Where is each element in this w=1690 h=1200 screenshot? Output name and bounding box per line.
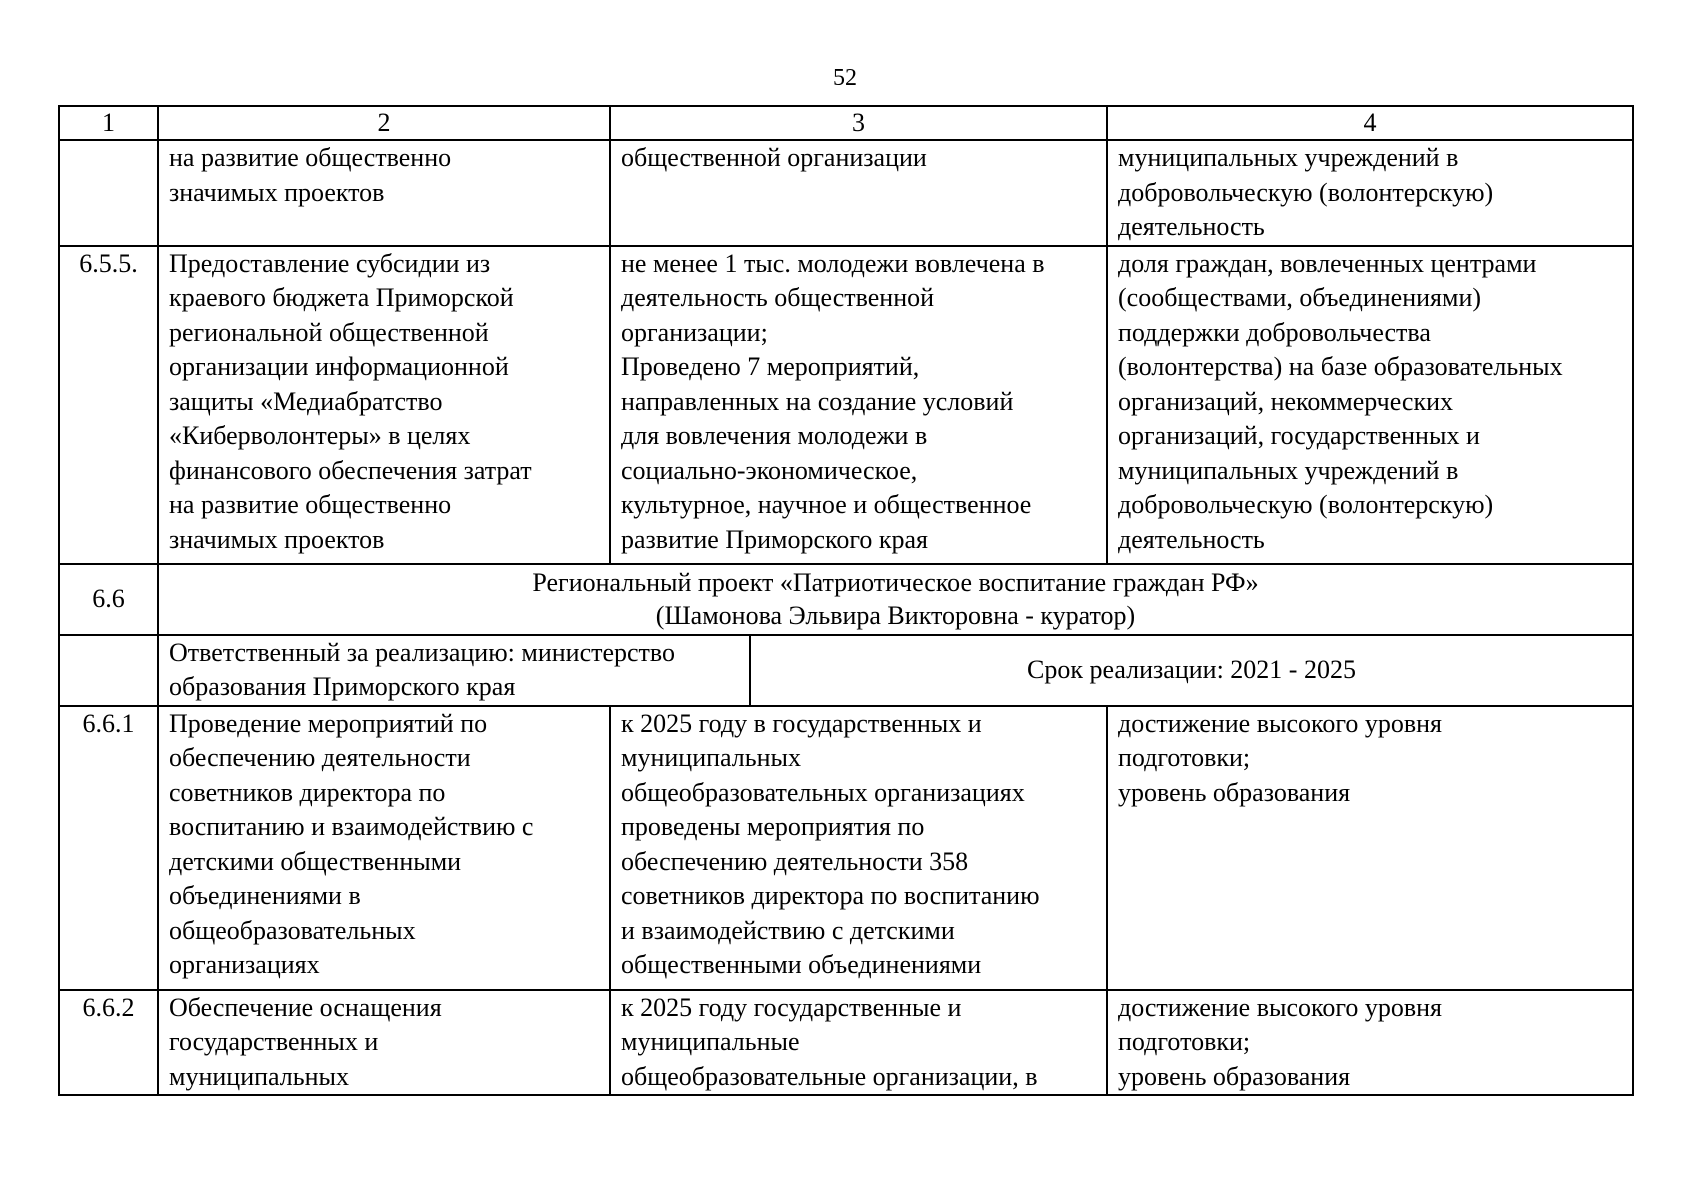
responsible-row-content [158,635,1633,706]
responsible-ministry: Ответственный за реализацию: министерство образования Приморского края [159,636,750,705]
measure-name: Проведение мероприятий по обеспечению деятельности советников директора по воспитанию и взаимодействию с детскими общественными объединениями в общеобразовательных организациях [158,706,610,990]
table-row-6-6-project [59,564,1633,635]
row-number [59,635,158,706]
expected-result: не менее 1 тыс. молодежи вовлечена в деятельность общественной организации; Проведено 7 мероприятий, направленных на создание условий для вовлечения молодежи в социально-экономическое, культурное, научное и общественное развитие Приморского края [610,246,1107,564]
header-cell-2: 2 [158,106,610,140]
measure-name: на развитие общественно значимых проектов [158,140,610,246]
row-number: 6.6.2 [59,990,158,1096]
header-cell-3: 3 [610,106,1107,140]
row-number: 6.5.5. [59,246,158,564]
indicator: достижение высокого уровня подготовки; уровень образования [1107,706,1633,990]
indicator: муниципальных учреждений в добровольческую (волонтерскую) деятельность [1107,140,1633,246]
row-number [59,140,158,246]
table-row-6-5-5 [59,246,1633,564]
table-row-6-6-1 [59,706,1633,990]
header-cell-1: 1 [59,106,158,140]
program-table [58,105,1634,1096]
measure-name: Предоставление субсидии из краевого бюджета Приморской региональной общественной организации информационной защиты «Медиабратство «Киберволонтеры» в целях финансового обеспечения затрат на развитие общественно значимых проектов [158,246,610,564]
row-number: 6.6.1 [59,706,158,990]
page-number: 52 [833,65,857,91]
expected-result: к 2025 году государственные и муниципальные общеобразовательные организации, в [610,990,1107,1096]
indicator: доля граждан, вовлеченных центрами (сообществами, объединениями) поддержки добровольчества (волонтерства) на базе образовательных организаций, некоммерческих организаций, государственных и муниципальных учреждений в добровольческую (волонтерскую) деятельность [1107,246,1633,564]
table-row-6-6-2 [59,990,1633,1096]
table-row-responsible [59,635,1633,706]
row-number: 6.6 [59,564,158,635]
expected-result: к 2025 году в государственных и муниципальных общеобразовательных организациях проведены мероприятия по обеспечению деятельности 358 советников директора по воспитанию и взаимодействию с детскими общественными объединениями [610,706,1107,990]
measure-name: Обеспечение оснащения государственных и муниципальных [158,990,610,1096]
implementation-term: Срок реализации: 2021 - 2025 [1027,654,1356,684]
expected-result: общественной организации [610,140,1107,246]
indicator: достижение высокого уровня подготовки; уровень образования [1107,990,1633,1096]
table-header-row [59,106,1633,140]
header-cell-4: 4 [1107,106,1633,140]
table-row-continuation [59,140,1633,246]
regional-project-title: Региональный проект «Патриотическое воспитание граждан РФ» (Шамонова Эльвира Викторовна - куратор) [158,564,1633,635]
